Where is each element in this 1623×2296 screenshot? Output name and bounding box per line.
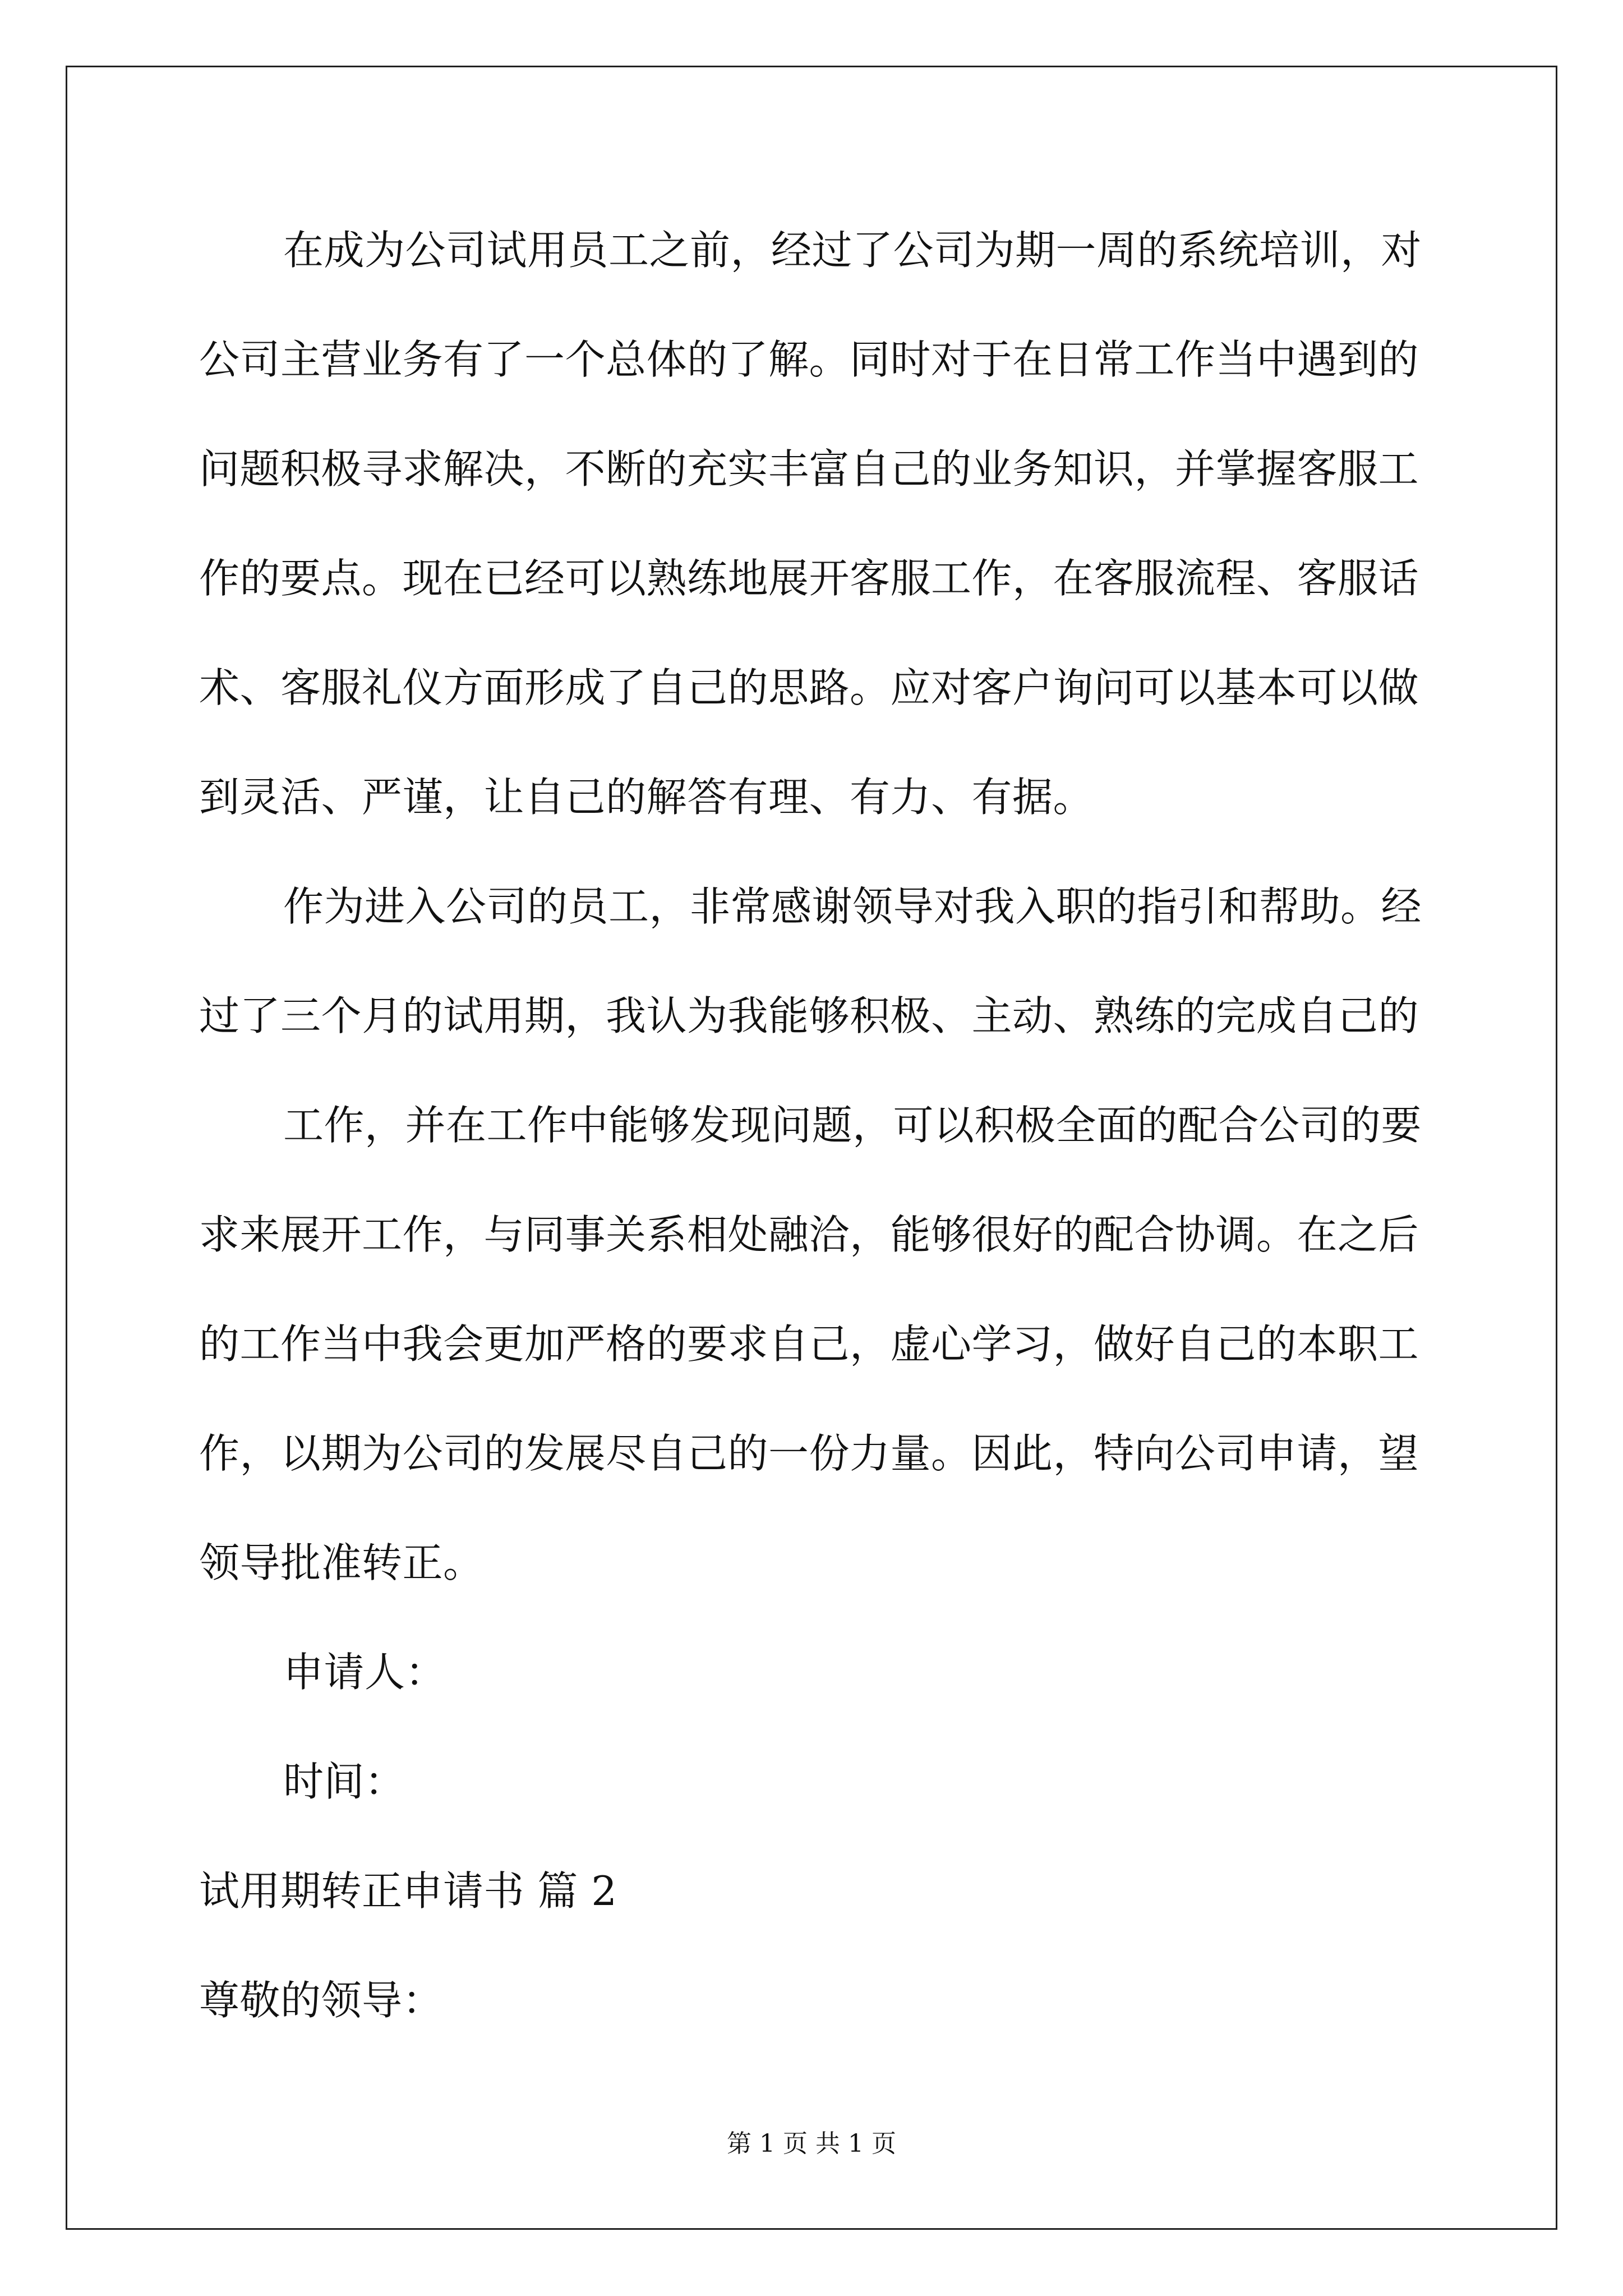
section-heading: 试用期转正申请书 篇 2 (199, 1867, 617, 1915)
paragraph-line: 求来展开工作，与同事关系相处融洽，能够很好的配合协调。在之后 (199, 1211, 1419, 1258)
paragraph-line: 工作，并在工作中能够发现问题，可以积极全面的配合公司的要 (283, 1102, 1422, 1149)
page-number-footer: 第 1 页 共 1 页 (727, 2129, 896, 2158)
paragraph-line: 作，以期为公司的发展尽自己的一份力量。因此，特向公司申请，望 (199, 1430, 1419, 1477)
paragraph-line: 公司主营业务有了一个总体的了解。同时对于在日常工作当中遇到的 (199, 336, 1419, 383)
paragraph-line: 作为进入公司的员工，非常感谢领导对我入职的指引和帮助。经 (283, 883, 1422, 930)
applicant-label: 申请人： (283, 1649, 446, 1696)
paragraph-line: 过了三个月的试用期，我认为我能够积极、主动、熟练的完成自己的 (199, 992, 1419, 1039)
paragraph-line: 术、客服礼仪方面形成了自己的思路。应对客户询问可以基本可以做 (199, 664, 1419, 711)
paragraph-line: 的工作当中我会更加严格的要求自己，虚心学习，做好自己的本职工 (199, 1320, 1419, 1368)
paragraph-line: 问题积极寻求解决，不断的充实丰富自己的业务知识，并掌握客服工 (199, 445, 1419, 493)
paragraph-line: 领导批准转正。 (199, 1539, 484, 1586)
salutation: 尊敬的领导： (199, 1977, 444, 2024)
paragraph-line: 作的要点。现在已经可以熟练地展开客服工作，在客服流程、客服话 (199, 555, 1419, 602)
paragraph-line: 在成为公司试用员工之前，经过了公司为期一周的系统培训，对 (283, 227, 1422, 274)
paragraph-line: 到灵活、严谨，让自己的解答有理、有力、有据。 (199, 774, 1094, 821)
date-label: 时间： (283, 1758, 405, 1805)
